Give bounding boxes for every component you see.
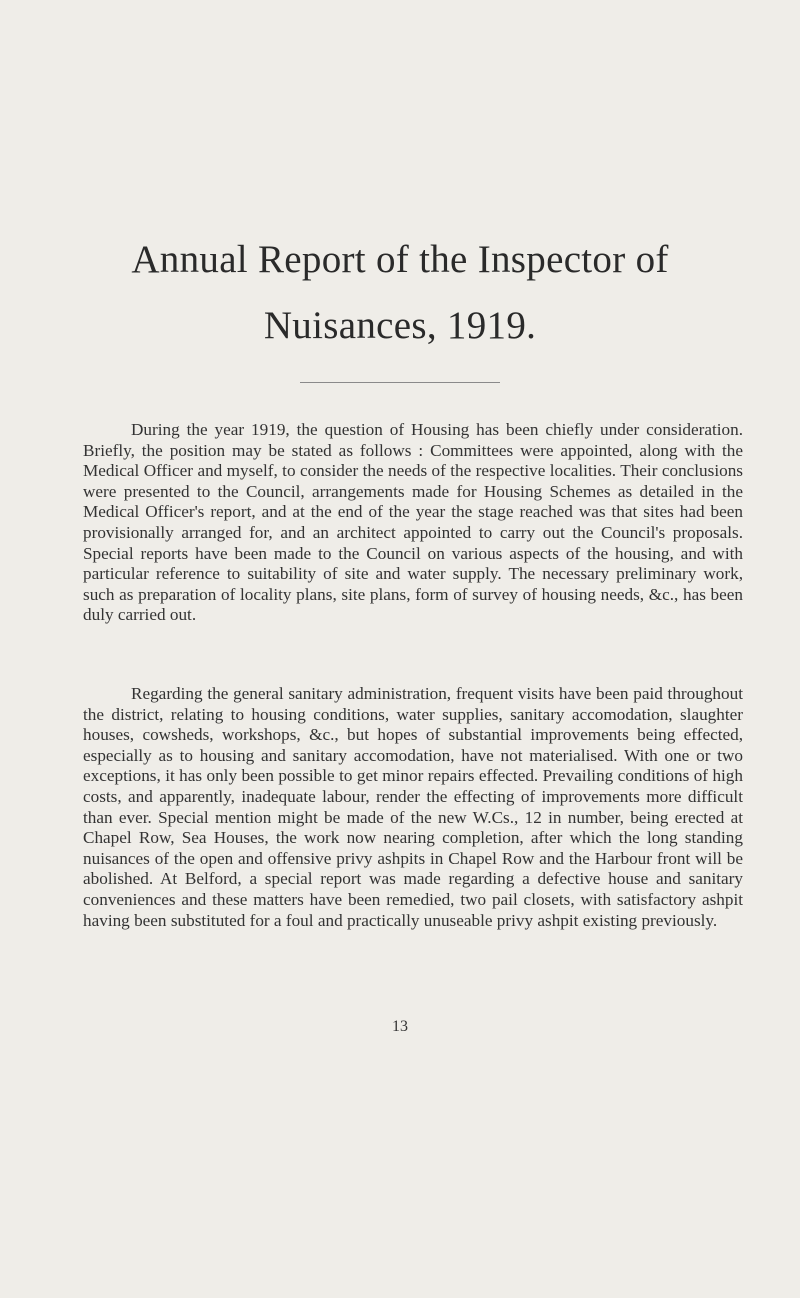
paragraph-sanitary-administration: Regarding the general sanitary administration, frequent visits have been paid throughout the district, relating to housing conditions, water supplies, sanitary accomodation, slaughter houses, cowsheds, workshops, &c., but hopes of substantial improvements being effected, especially as to housing and sanitary accomodation, have not materialised. With one or two exceptions, it has only been possible to get minor repairs effected. Prevailing conditions of high costs, and apparently, inadequate labour, render the effecting of improvements more difficult than ever. Special mention might be made of the new W.Cs., 12 in number, being erected at Chapel Row, Sea Houses, the work now nearing completion, after which the long standing nuisances of the open and offensive privy ashpits in Chapel Row and the Harbour front will be abolished. At Belford, a special report was made regarding a defective house and sanitary conveniences and these matters have been remedied, two pail closets, with satisfactory ashpit having been substituted for a foul and practically unuseable privy ashpit existing previously. — [83, 684, 743, 930]
page-number: 13 — [392, 1018, 408, 1035]
title-divider — [300, 382, 500, 383]
report-title-line-2: Nuisances, 1919. — [263, 304, 537, 347]
report-title-line-1: Annual Report of the Inspector of — [131, 238, 669, 281]
paragraph-housing: During the year 1919, the question of Housing has been chiefly under consideration. Briefly, the position may be stated as follows : Committees were appointed, along with the Medical Officer and myself, to consider the needs of the respective localities. Their conclusions were presented to the Council, arrangements made for Housing Schemes as detailed in the Medical Officer's report, and at the end of the year the stage reached was that sites had been provisionally arranged for, and an architect appointed to carry out the Council's proposals. Special reports have been made to the Council on various aspects of the housing, and with particular reference to suitability of site and water supply. The necessary preliminary work, such as preparation of locality plans, site plans, form of survey of housing needs, &c., has been duly carried out. — [83, 420, 743, 625]
